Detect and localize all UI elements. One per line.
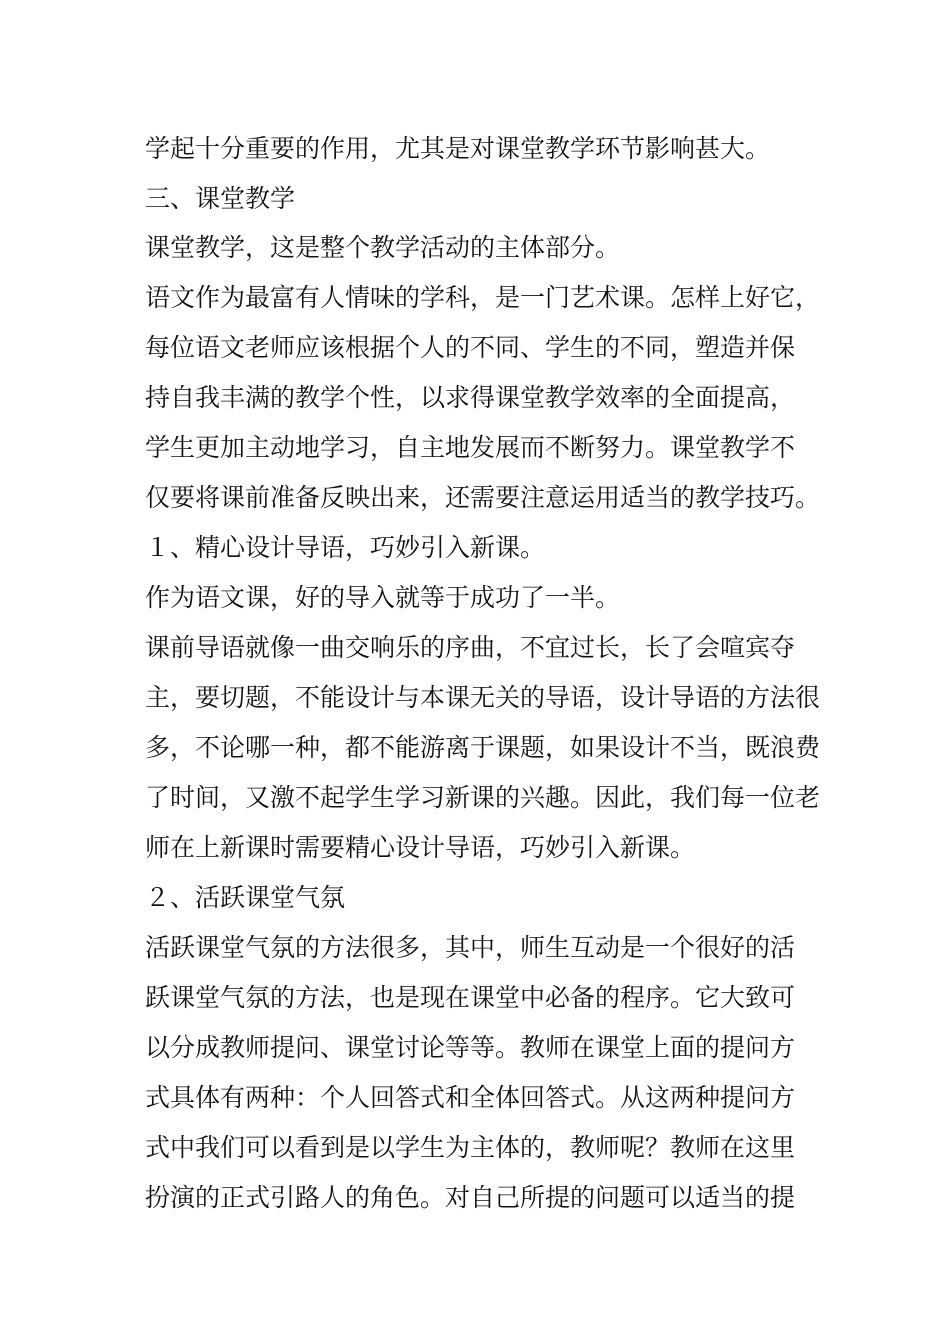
text-line: 了时间，又激不起学生学习新课的兴趣。因此，我们每一位老 <box>145 783 821 812</box>
text-line: 语文作为最富有人情味的学科，是一门艺术课。怎样上好它， <box>145 283 821 312</box>
text-line: 师在上新课时需要精心设计导语，巧妙引入新课。 <box>145 833 696 862</box>
text-line: 扮演的正式引路人的角色。对自己所提的问题可以适当的提 <box>145 1183 796 1212</box>
text-line: 课堂教学，这是整个教学活动的主体部分。 <box>145 233 621 262</box>
text-line: 多，不论哪一种，都不能游离于课题，如果设计不当，既浪费 <box>145 733 821 762</box>
text-line: 式具体有两种：个人回答式和全体回答式。从这两种提问方 <box>145 1083 796 1112</box>
subsection-heading: １、精心设计导语，巧妙引入新课。 <box>145 533 546 562</box>
text-line: 作为语文课，好的导入就等于成功了一半。 <box>145 583 621 612</box>
text-line: 以分成教师提问、课堂讨论等等。教师在课堂上面的提问方 <box>145 1033 796 1062</box>
text-line: 每位语文老师应该根据个人的不同、学生的不同，塑造并保 <box>145 333 796 362</box>
section-heading: 三、课堂教学 <box>145 184 296 213</box>
text-line: 跃课堂气氛的方法，也是现在课堂中必备的程序。它大致可 <box>145 983 796 1012</box>
text-line: 持自我丰满的教学个性，以求得课堂教学效率的全面提高， <box>145 383 796 412</box>
text-line: 主，要切题，不能设计与本课无关的导语，设计导语的方法很 <box>145 683 821 712</box>
subsection-heading: ２、活跃课堂气氛 <box>145 883 346 912</box>
text-line: 式中我们可以看到是以学生为主体的，教师呢？教师在这里 <box>145 1133 796 1162</box>
text-line: 仅要将课前准备反映出来，还需要注意运用适当的教学技巧。 <box>145 483 821 512</box>
text-line: 课前导语就像一曲交响乐的序曲，不宜过长，长了会喧宾夺 <box>145 633 796 662</box>
text-line: 活跃课堂气氛的方法很多，其中，师生互动是一个很好的活 <box>145 933 796 962</box>
text-line: 学起十分重要的作用，尤其是对课堂教学环节影响甚大。 <box>145 134 771 163</box>
text-line: 学生更加主动地学习，自主地发展而不断努力。课堂教学不 <box>145 433 796 462</box>
